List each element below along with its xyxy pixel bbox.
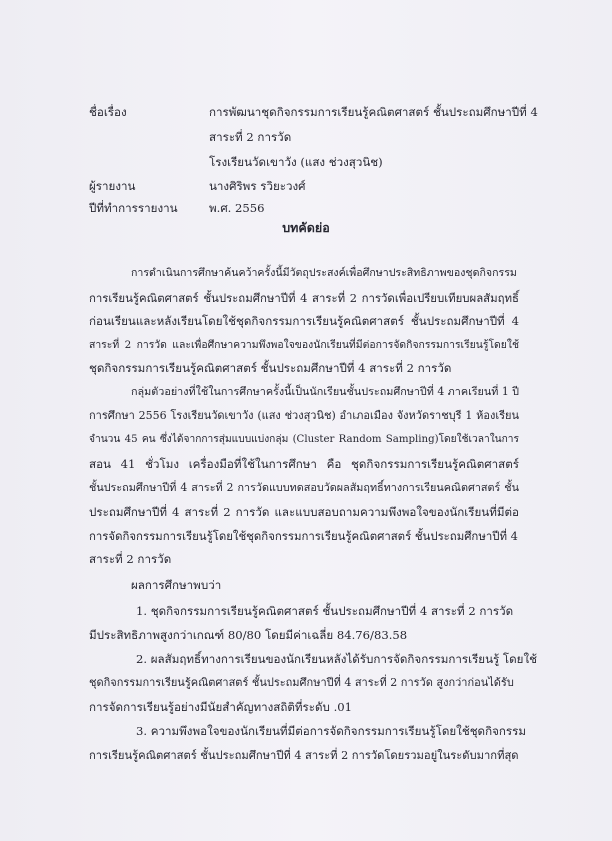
subject-line-1: การพัฒนาชุดกิจกรรมการเรียนรู้คณิตศาสตร์ ชั้นประถมศึกษาปีที่ 4: [209, 105, 538, 119]
subject-label: ชื่อเรื่อง: [89, 105, 127, 119]
year-label: ปีที่ทำการรายงาน: [89, 201, 178, 215]
result-2-line: ชุดกิจกรรมการเรียนรู้คณิตศาสตร์ ชั้นประถมศึกษาปีที่ 4 สาระที่ 2 การวัด สูงกว่าก่อนได้รับ: [89, 676, 514, 689]
p2-line: จำนวน 45 คน ซึ่งได้จากการสุ่มแบบแบ่งกลุ่ม (Cluster Random Sampling)โดยใช้เวลาในการ: [89, 434, 519, 445]
subject-line-3: โรงเรียนวัดเขาวัง (แสง ช่วงสุวนิช): [209, 155, 383, 169]
subject-line-2: สาระที่ 2 การวัด: [209, 130, 292, 144]
p2-line: กลุ่มตัวอย่างที่ใช้ในการศึกษาครั้งนี้เป็นนักเรียนชั้นประถมศึกษาปีที่ 4 ภาคเรียนที่ 1 ปี: [131, 385, 519, 398]
reporter-label: ผู้รายงาน: [89, 179, 136, 193]
p2-line: สาระที่ 2 การวัด: [89, 552, 172, 566]
result-3-line: 3. ความพึงพอใจของนักเรียนที่มีต่อการจัดกิจกรรมการเรียนรู้โดยใช้ชุดกิจกรรม: [136, 724, 527, 738]
p1-line: สาระที่ 2 การวัด และเพื่อศึกษาความพึงพอใจของนักเรียนที่มีต่อการจัดกิจกรรมการเรียนรู้โดยใช้: [89, 339, 519, 351]
reporter-name: นางศิริพร รวิยะวงศ์: [209, 179, 306, 193]
result-1-line: มีประสิทธิภาพสูงกว่าเกณฑ์ 80/80 โดยมีค่าเฉลี่ย 84.76/83.58: [89, 628, 408, 642]
abstract-title: บทคัดย่อ: [282, 220, 330, 235]
report-year: พ.ศ. 2556: [209, 201, 265, 215]
p1-line: การดำเนินการศึกษาค้นคว้าครั้งนี้มีวัตถุประสงค์เพื่อศึกษาประสิทธิภาพของชุดกิจกรรม: [131, 267, 517, 279]
p1-line: ชุดกิจกรรมการเรียนรู้คณิตศาสตร์ ชั้นประถมศึกษาปีที่ 4 สาระที่ 2 การวัด: [89, 361, 452, 375]
results-heading: ผลการศึกษาพบว่า: [131, 578, 222, 592]
p2-line: การจัดกิจกรรมการเรียนรู้โดยใช้ชุดกิจกรรมการเรียนรู้คณิตศาสตร์ ชั้นประถมศึกษาปีที่ 4: [89, 529, 518, 543]
p2-line: การศึกษา 2556 โรงเรียนวัดเขาวัง (แสง ช่วงสุวนิช) อำเภอเมือง จังหวัดราชบุรี 1 ห้องเรียน: [89, 409, 519, 422]
p2-line: ประถมศึกษาปีที่ 4 สาระที่ 2 การวัด และแบบสอบถามความพึงพอใจของนักเรียนที่มีต่อ: [89, 505, 519, 519]
result-1-line: 1. ชุดกิจกรรมการเรียนรู้คณิตศาสตร์ ชั้นประถมศึกษาปีที่ 4 สาระที่ 2 การวัด: [136, 604, 514, 618]
p1-line: ก่อนเรียนและหลังเรียนโดยใช้ชุดกิจกรรมการเรียนรู้คณิตศาสตร์ ชั้นประถมศึกษาปีที่ 4: [89, 314, 519, 328]
p2-line: สอน 41 ชั่วโมง เครื่องมือที่ใช้ในการศึกษา คือ ชุดกิจกรรมการเรียนรู้คณิตศาสตร์: [89, 457, 519, 471]
p2-line: ชั้นประถมศึกษาปีที่ 4 สาระที่ 2 การวัดแบบทดสอบวัดผลสัมฤทธิ์ทางการเรียนคณิตศาสตร์ ชั้น: [89, 481, 519, 494]
p1-line: การเรียนรู้คณิตศาสตร์ ชั้นประถมศึกษาปีที่ 4 สาระที่ 2 การวัดเพื่อเปรียบเทียบผลสัมฤทธิ์: [89, 291, 519, 305]
result-2-line: 2. ผลสัมฤทธิ์ทางการเรียนของนักเรียนหลังได้รับการจัดกิจกรรมการเรียนรู้ โดยใช้: [136, 652, 538, 666]
result-3-line: การเรียนรู้คณิตศาสตร์ ชั้นประถมศึกษาปีที่ 4 สาระที่ 2 การวัดโดยรวมอยู่ในระดับมากที่สุด: [89, 749, 519, 762]
result-2-line: การจัดการเรียนรู้อย่างมีนัยสำคัญทางสถิติที่ระดับ .01: [89, 700, 353, 714]
